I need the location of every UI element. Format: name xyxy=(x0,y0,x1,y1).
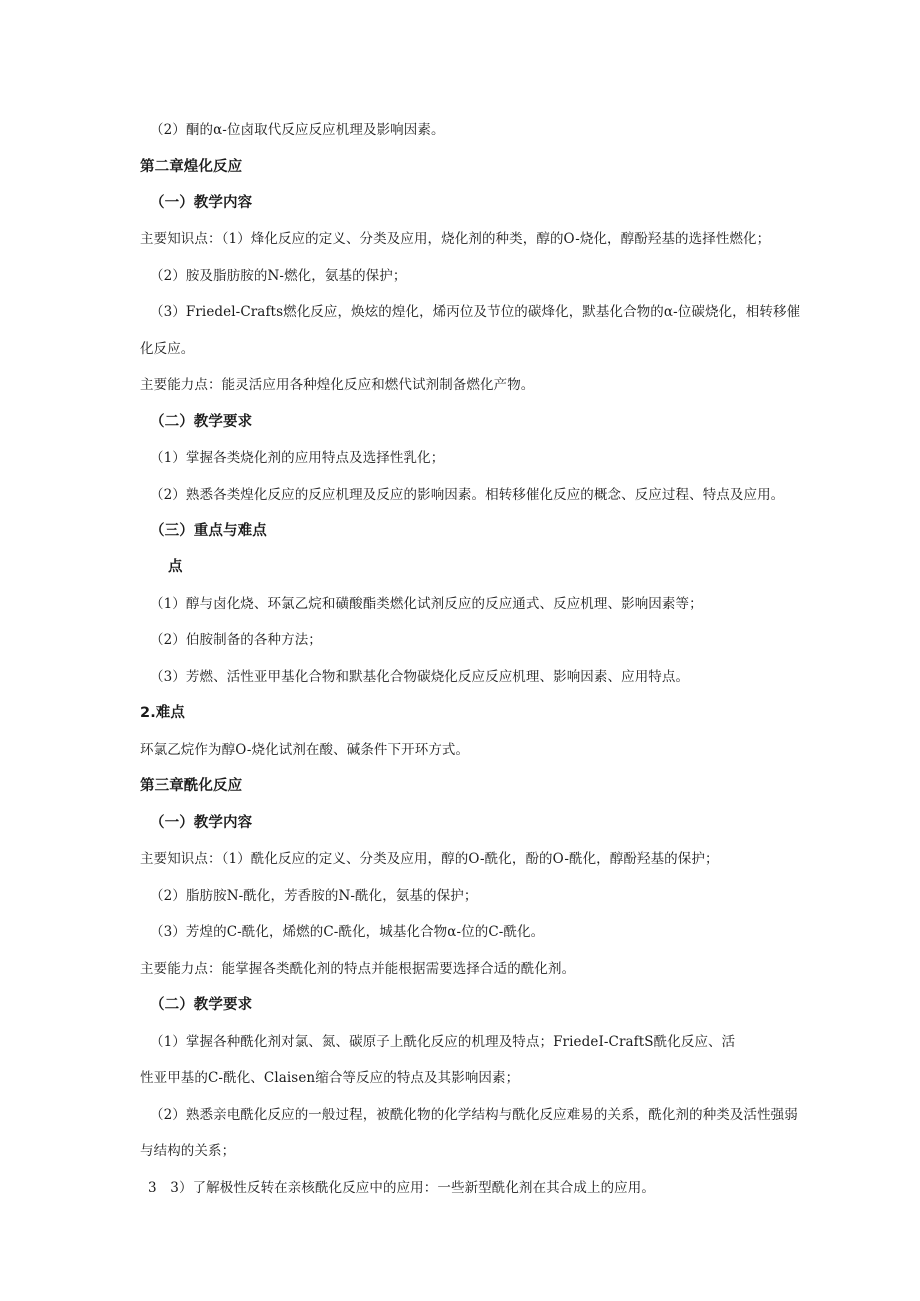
chapter-2-title: 第二章煌化反应 xyxy=(140,159,243,175)
text-line: （2）脂肪胺N-酰化，芳香胺的N-酰化，氨基的保护； xyxy=(150,888,478,904)
text-line: （3）芳煌的C-酰化，烯燃的C-酰化，城基化合物α-位的C-酰化。 xyxy=(150,924,545,940)
text-line: （3）Friedel-Crafts燃化反应，焕炫的煌化，烯丙位及节位的碳烽化，默基化合物的α-位碳烧化，相转移催 xyxy=(150,304,801,320)
text-line: 主要能力点：能灵活应用各种煌化反应和燃代试剂制备燃化产物。 xyxy=(140,377,535,393)
text-line: （2）熟悉各类煌化反应的反应机理及反应的影响因素。相转移催化反应的概念、反应过程、特点及应用。 xyxy=(150,487,785,503)
text-line: 化反应。 xyxy=(140,341,195,357)
text-line: （1）掌握各种酰化剂对氯、氮、碳原子上酰化反应的机理及特点；FriedeI-CraftS酰化反应、活 xyxy=(150,1034,736,1050)
text-line: 主要知识点：（1）酰化反应的定义、分类及应用，醇的O-酰化，酚的O-酰化，醇酚羟基的保护； xyxy=(140,851,719,867)
text-line: （2）酮的α-位卤取代反应反应机理及影响因素。 xyxy=(150,122,445,138)
text-line: （3）芳燃、活性亚甲基化合物和默基化合物碳烧化反应反应机理、影响因素、应用特点。 xyxy=(150,669,690,685)
text-line: 与结构的关系； xyxy=(140,1143,236,1159)
subsection-heading: 2.难点 xyxy=(140,705,185,721)
text-line: 主要知识点：（1）烽化反应的定义、分类及应用，烧化剂的种类，醇的O-烧化，醇酚羟基的选择性燃化； xyxy=(140,231,771,247)
chapter-3-title: 第三章酰化反应 xyxy=(140,778,243,794)
subsection-heading: 点 xyxy=(168,559,183,575)
text-line: （1）醇与卤化烧、环氯乙烷和磺酸酯类燃化试剂反应的反应通式、反应机理、影响因素等； xyxy=(150,596,703,612)
text-line: （2）熟悉亲电酰化反应的一般过程，被酰化物的化学结构与酰化反应难易的关系，酰化剂的种类及活性强弱 xyxy=(150,1107,798,1123)
text-line: （2）伯胺制备的各种方法； xyxy=(150,632,322,648)
section-heading: （二）教学要求 xyxy=(150,997,253,1013)
text-line: 环氯乙烷作为醇O-烧化试剂在酸、碱条件下开环方式。 xyxy=(140,742,470,758)
text-line: 3 3）了解极性反转在亲核酰化反应中的应用：一些新型酰化剂在其合成上的应用。 xyxy=(148,1180,655,1196)
section-heading: （三）重点与难点 xyxy=(150,523,267,539)
section-heading: （一）教学内容 xyxy=(150,195,253,211)
text-line: 性亚甲基的C-酰化、Claisen缩合等反应的特点及其影响因素； xyxy=(140,1070,520,1086)
text-line: （1）掌握各类烧化剂的应用特点及选择性乳化； xyxy=(150,450,445,466)
section-heading: （二）教学要求 xyxy=(150,414,253,430)
text-line: （2）胺及脂肪胺的N-燃化，氨基的保护； xyxy=(150,268,407,284)
section-heading: （一）教学内容 xyxy=(150,815,253,831)
text-line: 主要能力点：能掌握各类酰化剂的特点并能根据需要选择合适的酰化剂。 xyxy=(140,961,576,977)
